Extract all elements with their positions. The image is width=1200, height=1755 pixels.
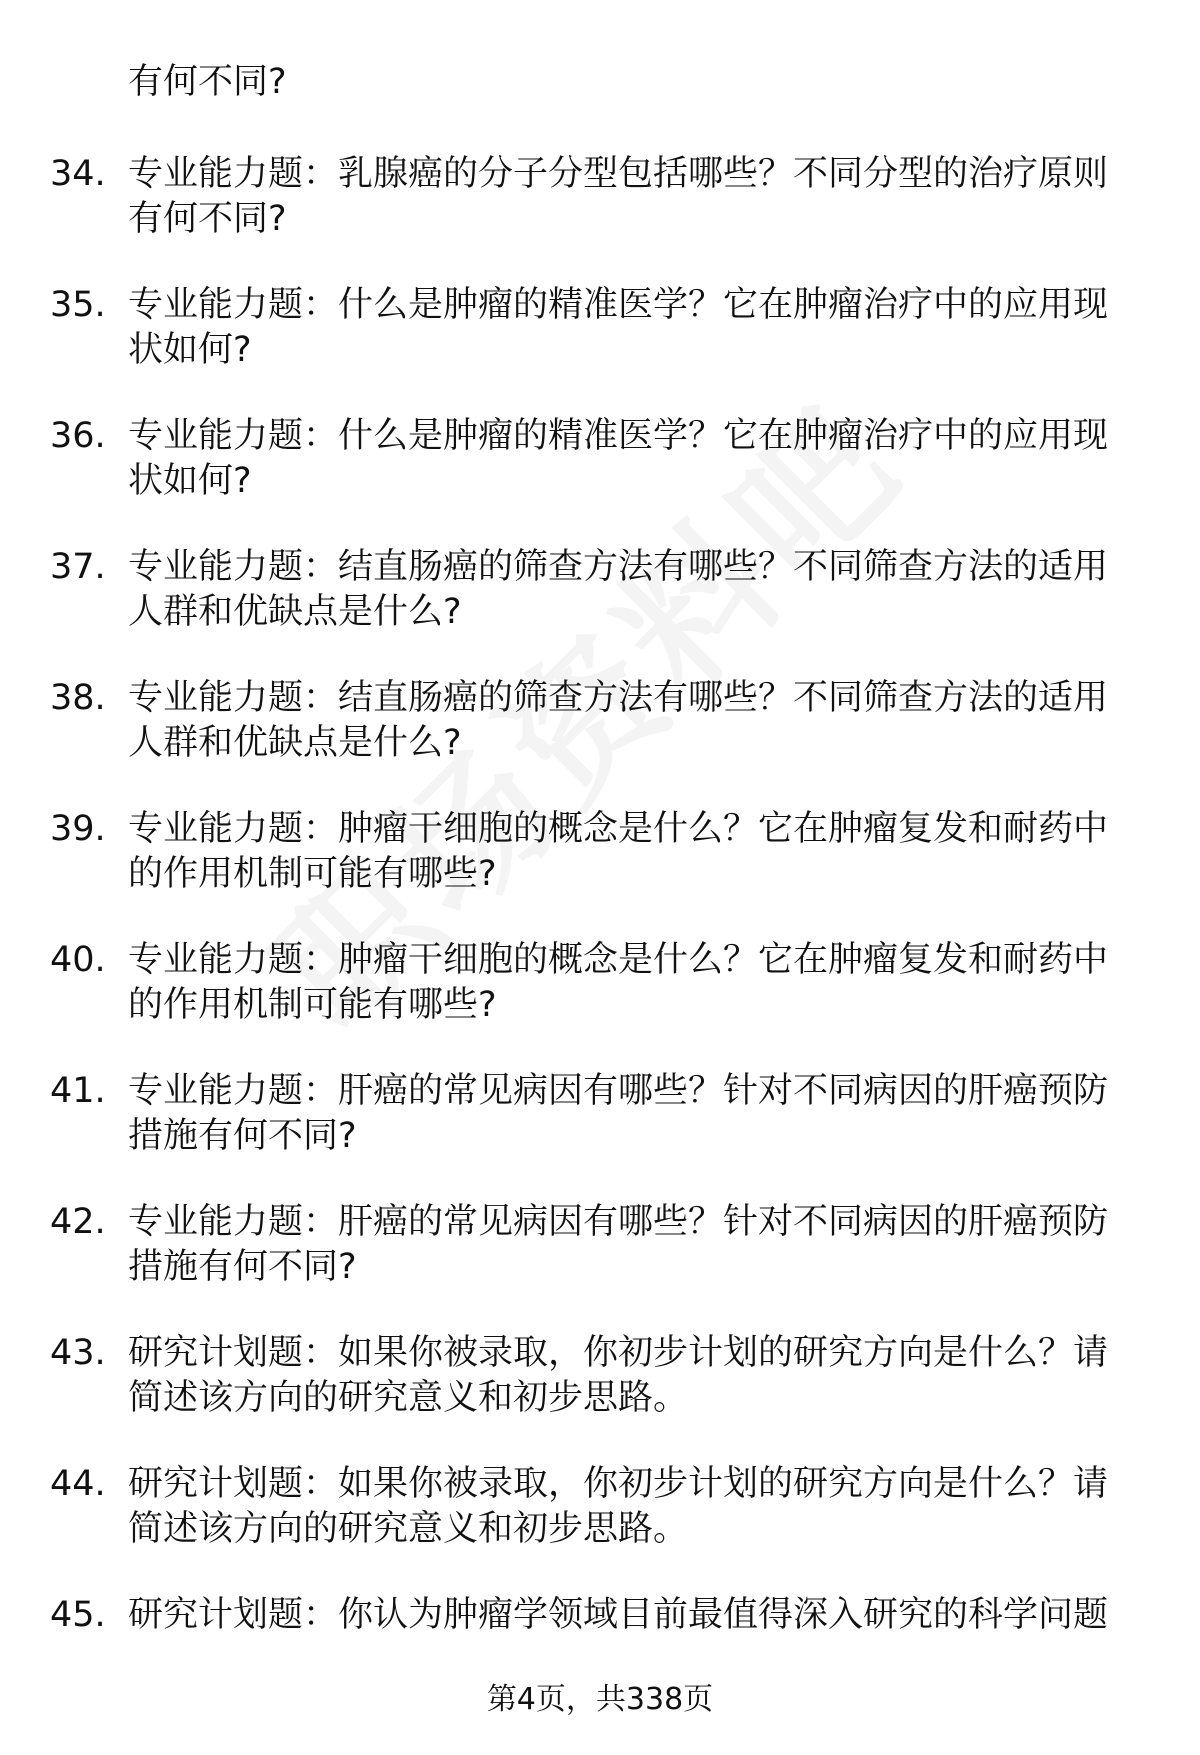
list-item [0, 676, 1200, 807]
list-item [0, 414, 1200, 545]
question-number: 42. [50, 1202, 106, 1242]
question-number: 45. [50, 1595, 106, 1635]
question-text: 专业能力题：肿瘤干细胞的概念是什么？它在肿瘤复发和耐药中的作用机制可能有哪些? [128, 809, 1109, 894]
question-text: 研究计划题：如果你被录取，你初步计划的研究方向是什么？请简述该方向的研究意义和初步思路。 [128, 1464, 1109, 1549]
question-number: 37. [50, 547, 106, 587]
list-item [0, 283, 1200, 414]
list-item [0, 1200, 1200, 1331]
question-text: 研究计划题：如果你被录取，你初步计划的研究方向是什么？请简述该方向的研究意义和初步思路。 [128, 1333, 1109, 1418]
list-item [0, 1331, 1200, 1462]
question-number: 40. [50, 940, 106, 980]
question-number: 44. [50, 1464, 106, 1504]
question-number: 34. [50, 154, 106, 194]
question-text: 专业能力题：结直肠癌的筛查方法有哪些？不同筛查方法的适用人群和优缺点是什么? [128, 547, 1109, 632]
list-item [0, 1069, 1200, 1200]
question-number: 39. [50, 809, 106, 849]
question-number: 41. [50, 1071, 106, 1111]
question-text: 专业能力题：肝癌的常见病因有哪些？针对不同病因的肝癌预防措施有何不同? [128, 1202, 1109, 1287]
list-item [0, 545, 1200, 676]
question-list [0, 152, 1200, 1724]
question-text: 专业能力题：乳腺癌的分子分型包括哪些？不同分型的治疗原则有何不同? [128, 154, 1109, 239]
list-item [0, 1462, 1200, 1593]
question-number: 36. [50, 416, 106, 456]
question-text: 专业能力题：什么是肿瘤的精准医学？它在肿瘤治疗中的应用现状如何? [128, 416, 1109, 501]
question-number: 38. [50, 678, 106, 718]
continued-question-text: 有何不同? [128, 62, 287, 102]
list-item [0, 152, 1200, 283]
page-footer: 第4页，共338页 [486, 1682, 714, 1717]
list-item [0, 807, 1200, 938]
question-number: 35. [50, 285, 106, 325]
question-text: 专业能力题：结直肠癌的筛查方法有哪些？不同筛查方法的适用人群和优缺点是什么? [128, 678, 1109, 763]
question-text: 专业能力题：什么是肿瘤的精准医学？它在肿瘤治疗中的应用现状如何? [128, 285, 1109, 370]
question-text: 专业能力题：肿瘤干细胞的概念是什么？它在肿瘤复发和耐药中的作用机制可能有哪些? [128, 940, 1109, 1025]
question-number: 43. [50, 1333, 106, 1373]
question-text: 专业能力题：肝癌的常见病因有哪些？针对不同病因的肝癌预防措施有何不同? [128, 1071, 1109, 1156]
list-item [0, 938, 1200, 1069]
question-text: 研究计划题：你认为肿瘤学领域目前最值得深入研究的科学问题 [128, 1595, 1109, 1635]
